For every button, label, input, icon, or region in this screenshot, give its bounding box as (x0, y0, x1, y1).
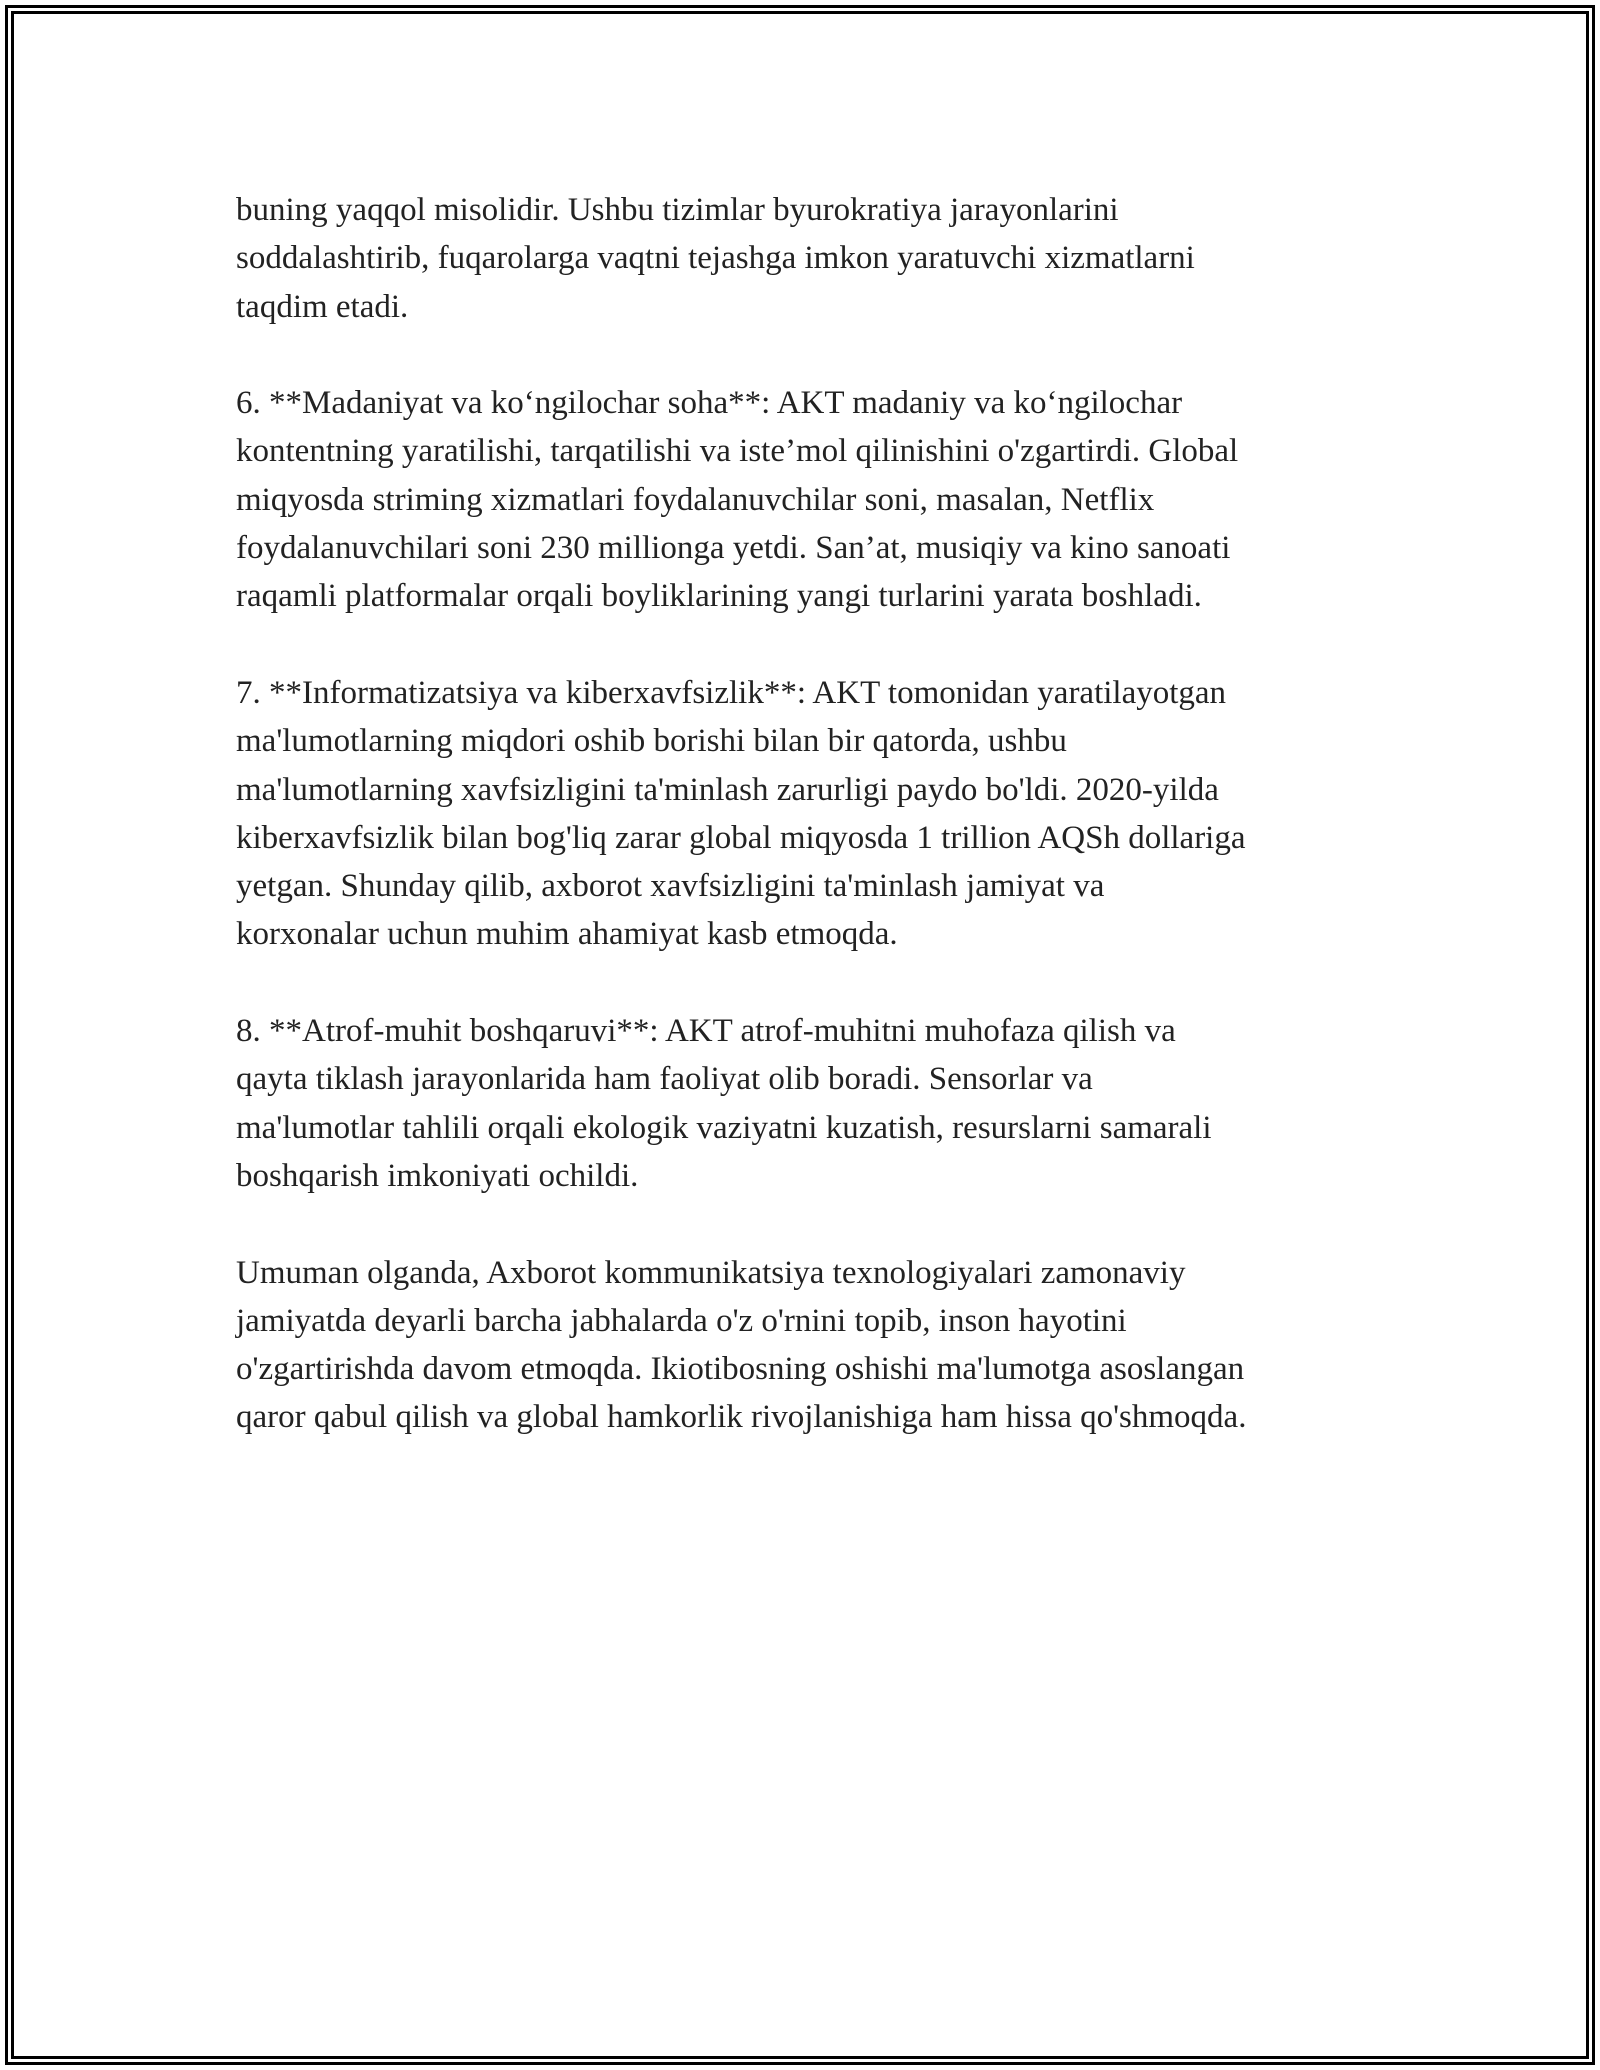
text-line: miqyosda striming xizmatlari foydalanuvchilar soni, masalan, Netflix (236, 481, 1155, 518)
text-line: raqamli platformalar orqali boyliklarining yangi turlarini yarata boshladi. (236, 578, 1202, 615)
text-line: foydalanuvchilari soni 230 millionga yetdi. San’at, musiqiy va kino sanoati (236, 530, 1231, 567)
text-line: qayta tiklash jarayonlarida ham faoliyat olib boradi. Sensorlar va (236, 1061, 1093, 1098)
text-line: qaror qabul qilish va global hamkorlik rivojlanishiga ham hissa qo'shmoqda. (236, 1399, 1247, 1436)
paragraph-item-8-environment (236, 1007, 1386, 1200)
text-line: 8. **Atrof-muhit boshqaruvi**: AKT atrof-muhitni muhofaza qilish va (236, 1013, 1176, 1050)
text-line: korxonalar uchun muhim ahamiyat kasb etmoqda. (236, 916, 898, 953)
text-line: ma'lumotlar tahlili orqali ekologik vaziyatni kuzatish, resurslarni samarali (236, 1109, 1212, 1146)
text-line: ma'lumotlarning xavfsizligini ta'minlash zarurligi paydo bo'ldi. 2020-yilda (236, 771, 1219, 808)
text-line: yetgan. Shunday qilib, axborot xavfsizligini ta'minlash jamiyat va (236, 868, 1105, 905)
paragraph-intro-continuation (236, 186, 1386, 331)
text-line: boshqarish imkoniyati ochildi. (236, 1157, 639, 1194)
paragraph-item-6-culture (236, 379, 1386, 620)
text-line: 6. **Madaniyat va ko‘ngilochar soha**: AKT madaniy va ko‘ngilochar (236, 385, 1183, 422)
text-line: Umuman olganda, Axborot kommunikatsiya texnologiyalari zamonaviy (236, 1254, 1186, 1291)
text-line: kiberxavfsizlik bilan bog'liq zarar global miqyosda 1 trillion AQSh dollariga (236, 819, 1246, 856)
text-line: buning yaqqol misolidir. Ushbu tizimlar byurokratiya jarayonlarini (236, 192, 1119, 228)
text-line: kontentning yaratilishi, tarqatilishi va iste’mol qilinishini o'zgartirdi. Global (236, 433, 1239, 470)
paragraph-conclusion (236, 1249, 1386, 1442)
text-line: o'zgartirishda davom etmoqda. Ikiotibosning oshishi ma'lumotga asoslangan (236, 1351, 1245, 1388)
text-line: jamiyatda deyarli barcha jabhalarda o'z o'rnini topib, inson hayotini (236, 1302, 1127, 1339)
text-line: taqdim etadi. (236, 288, 409, 325)
paragraph-item-7-cybersecurity (236, 669, 1386, 959)
text-line: 7. **Informatizatsiya va kiberxavfsizlik**: AKT tomonidan yaratilayotgan (236, 674, 1227, 711)
text-line: soddalashtirib, fuqarolarga vaqtni tejashga imkon yaratuvchi xizmatlarni (236, 240, 1195, 277)
text-line: ma'lumotlarning miqdori oshib borishi bilan bir qatorda, ushbu (236, 723, 1067, 760)
document-body (236, 186, 1386, 1490)
